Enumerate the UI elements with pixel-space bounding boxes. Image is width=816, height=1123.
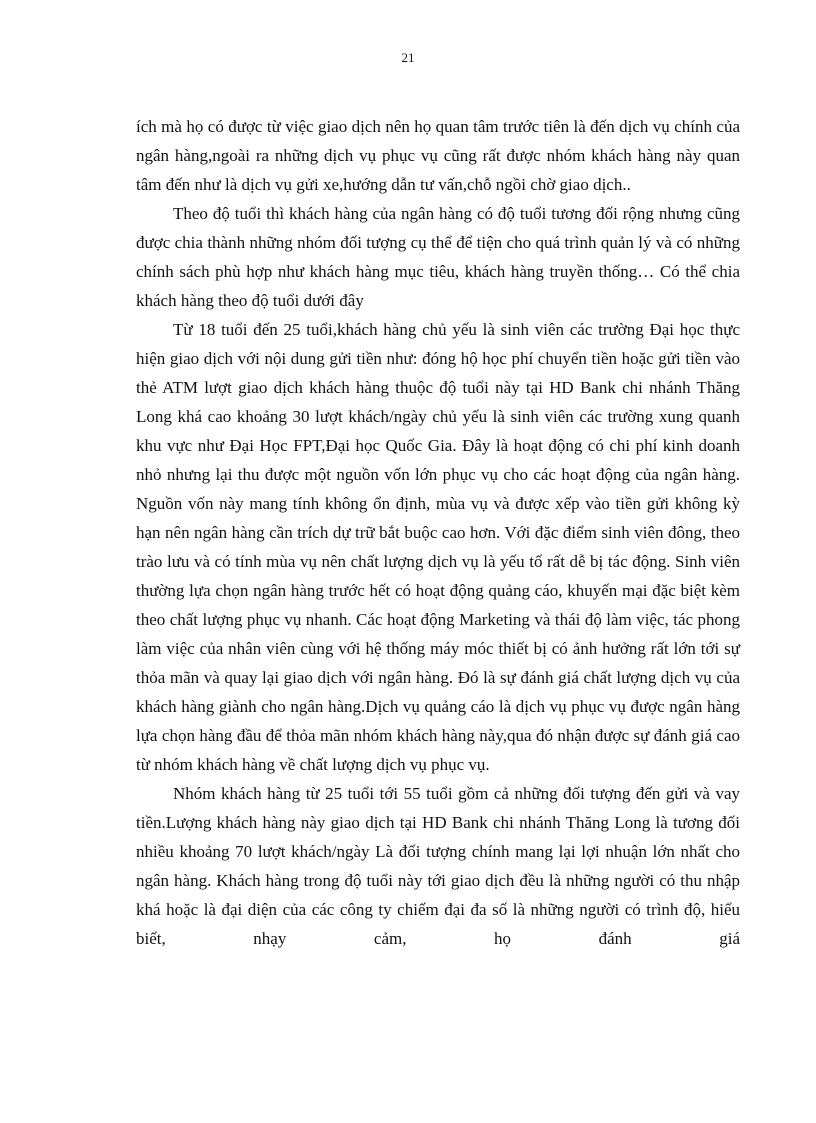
paragraph-service-needs: ích mà họ có được từ việc giao dịch nên họ quan tâm trước tiên là đến dịch vụ chính của ngân hàng,ngoài ra những dịch vụ phục vụ cũng rất được nhóm khách hàng này quan tâm đến như là dịch vụ gửi xe,hướng dẫn tư vấn,chỗ ngồi chờ giao dịch..: [136, 117, 740, 194]
document-body: [136, 112, 740, 953]
paragraph-age-18-25: Từ 18 tuổi đến 25 tuổi,khách hàng chủ yếu là sinh viên các trường Đại học thực hiện giao dịch với nội dung gửi tiền như: đóng hộ học phí chuyển tiền hoặc gửi tiền vào thẻ ATM lượt giao dịch khách hàng thuộc độ tuổi này tại HD Bank chi nhánh Thăng Long khá cao khoảng 30 lượt khách/ngày chủ yếu là sinh viên các trường xung quanh khu vực như Đại Học FPT,Đại học Quốc Gia. Đây là hoạt động có chi phí kinh doanh nhỏ nhưng lại thu được một nguồn vốn lớn phục vụ cho các hoạt động của ngân hàng. Nguồn vốn này mang tính không ổn định, mùa vụ và được xếp vào tiền gửi không kỳ hạn nên ngân hàng cần trích dự trữ bắt buộc cao hơn. Với đặc điểm sinh viên đông, theo trào lưu và có tính mùa vụ nên chất lượng dịch vụ là yếu tố rất dễ bị tác động. Sinh viên thường lựa chọn ngân hàng trước hết có hoạt động quảng cáo, khuyến mại đặc biệt kèm theo chất lượng phục vụ nhanh. Các hoạt động Marketing và thái độ làm việc, tác phong làm việc của nhân viên cùng với hệ thống máy móc thiết bị có ảnh hưởng rất lớn tới sự thỏa mãn và quay lại giao dịch với ngân hàng. Đó là sự đánh giá chất lượng dịch vụ của khách hàng giành cho ngân hàng.Dịch vụ quảng cáo là dịch vụ phục vụ được ngân hàng lựa chọn hàng đầu để thỏa mãn nhóm khách hàng này,qua đó nhận được sự đánh giá cao từ nhóm khách hàng về chất lượng dịch vụ phục vụ.: [136, 320, 740, 774]
paragraph-age-25-55: Nhóm khách hàng từ 25 tuổi tới 55 tuổi gồm cả những đối tượng đến gửi và vay tiền.Lượng khách hàng này giao dịch tại HD Bank chi nhánh Thăng Long là tương đối nhiều khoảng 70 lượt khách/ngày Là đối tượng chính mang lại lợi nhuận lớn nhất cho ngân hàng. Khách hàng trong độ tuổi này tới giao dịch đều là những người có thu nhập khá hoặc là đại diện của các công ty chiếm đại đa số là những người có trình độ, hiểu biết, nhạy cảm, họ đánh giá: [136, 784, 740, 948]
paragraph-age-segmentation: Theo độ tuổi thì khách hàng của ngân hàng có độ tuổi tương đối rộng nhưng cũng được chia thành những nhóm đối tượng cụ thể để tiện cho quá trình quản lý và có những chính sách phù hợp như khách hàng mục tiêu, khách hàng truyền thống… Có thể chia khách hàng theo độ tuổi dưới đây: [136, 204, 740, 310]
page-number: 21: [401, 50, 415, 65]
